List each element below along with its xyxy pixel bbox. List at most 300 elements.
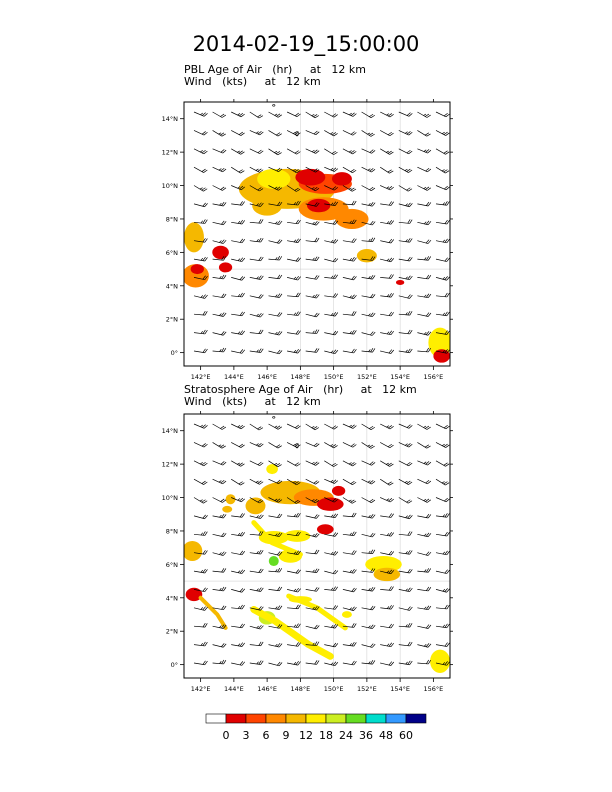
wind-barb	[287, 255, 301, 262]
wind-barb	[306, 585, 319, 591]
wind-barb	[194, 476, 207, 486]
wind-barb	[194, 512, 208, 519]
wind-barb	[343, 530, 356, 536]
y-tick-label: 14°N	[161, 427, 178, 436]
wind-barb	[213, 421, 226, 431]
x-tick-label: 156°E	[423, 685, 444, 693]
wind-barb	[417, 622, 431, 629]
wind-barb	[306, 109, 319, 119]
y-tick-label: 4°N	[165, 594, 178, 603]
wind-barb	[362, 549, 375, 554]
wind-barb	[362, 585, 375, 591]
wind-barb	[380, 292, 393, 298]
wind-barb	[380, 164, 393, 174]
wind-barb	[362, 512, 376, 519]
wind-barb	[324, 273, 337, 278]
plot-area	[182, 414, 450, 678]
age-of-air-patch	[182, 541, 202, 561]
age-of-air-patch	[307, 199, 330, 212]
wind-barb	[380, 530, 393, 536]
wind-barb	[436, 567, 450, 574]
wind-barb	[324, 512, 337, 518]
wind-barb	[287, 586, 301, 593]
wind-barb	[380, 549, 394, 556]
wind-barb	[380, 200, 393, 206]
wind-barb	[269, 604, 282, 610]
wind-barb	[362, 200, 376, 207]
y-tick-label: 2°N	[165, 315, 178, 324]
wind-barb	[287, 274, 301, 281]
wind-barb	[231, 347, 245, 354]
wind-barb	[436, 108, 449, 117]
wind-barb	[306, 255, 319, 261]
wind-barb	[269, 218, 283, 225]
wind-barb	[213, 457, 227, 466]
wind-barb	[436, 127, 449, 137]
wind-barb	[306, 457, 319, 466]
wind-barb	[194, 420, 208, 429]
wind-barb	[269, 329, 283, 336]
age-of-air-streak	[254, 610, 330, 657]
wind-barb	[399, 329, 412, 335]
wind-barb	[231, 622, 244, 628]
wind-barb	[213, 237, 227, 244]
wind-barb	[250, 255, 263, 261]
wind-barb	[417, 329, 431, 336]
wind-barb	[380, 108, 393, 117]
top-panel-title-line2: Wind (kts) at 12 km	[184, 75, 321, 88]
colorbar-box	[386, 714, 406, 723]
wind-barb	[436, 274, 450, 281]
age-of-air-patch	[335, 209, 368, 229]
wind-barb	[194, 292, 208, 299]
wind-barb	[250, 421, 263, 431]
y-tick-label: 0°	[170, 349, 178, 358]
wind-barb	[399, 237, 412, 243]
x-tick-label: 148°E	[290, 685, 311, 693]
wind-barb	[194, 255, 207, 261]
wind-barb	[343, 237, 356, 243]
wind-barb	[194, 567, 207, 573]
wind-barb	[213, 329, 227, 336]
wind-barb	[231, 641, 244, 647]
age-of-air-streak	[201, 598, 226, 628]
wind-barb	[343, 494, 356, 504]
y-tick-label: 0°	[170, 661, 178, 670]
age-of-air-patch	[212, 246, 229, 259]
wind-barb	[417, 182, 430, 191]
wind-barb	[306, 237, 319, 242]
wind-barb	[213, 182, 226, 191]
wind-barb	[287, 237, 300, 243]
wind-barbs	[194, 108, 450, 354]
wind-barb	[324, 457, 337, 467]
wind-barb	[213, 292, 226, 298]
wind-barb	[399, 567, 412, 573]
wind-barb	[231, 310, 244, 316]
age-of-air-patch	[219, 262, 232, 272]
wind-barb	[343, 512, 356, 517]
wind-barb	[417, 530, 431, 537]
wind-barb	[231, 476, 244, 486]
wind-barb	[250, 127, 264, 136]
wind-barb	[231, 164, 244, 174]
wind-barb	[324, 145, 337, 155]
y-tick-label: 14°N	[161, 115, 178, 124]
wind-barb	[231, 457, 244, 467]
colorbar-label: 48	[379, 729, 393, 742]
wind-barb	[417, 200, 431, 206]
wind-barb	[287, 604, 300, 609]
wind-barb	[436, 310, 449, 316]
wind-barb	[231, 274, 245, 281]
wind-barb	[343, 457, 356, 467]
wind-barb	[343, 549, 356, 555]
wind-barb	[362, 457, 376, 466]
wind-barb	[324, 476, 338, 485]
colorbar-label: 18	[319, 729, 333, 742]
wind-barb	[362, 273, 375, 279]
map-frame	[184, 414, 450, 678]
wind-barb	[436, 641, 449, 647]
wind-barb	[399, 549, 412, 555]
colorbar-box	[406, 714, 426, 723]
wind-barb	[380, 512, 393, 518]
wind-barb	[250, 549, 263, 555]
wind-barb	[417, 567, 430, 572]
wind-barb	[417, 494, 430, 503]
wind-barb	[213, 585, 226, 591]
wind-barb	[380, 585, 393, 590]
wind-barb	[380, 218, 393, 224]
wind-barb	[194, 439, 207, 448]
wind-barb	[231, 420, 244, 429]
wind-barb	[324, 127, 337, 137]
wind-barb	[306, 421, 319, 431]
wind-barb	[380, 273, 393, 278]
wind-barb	[417, 237, 431, 244]
wind-barb	[250, 164, 263, 174]
bottom-panel-title-line2: Wind (kts) at 12 km	[184, 395, 321, 408]
wind-barb	[287, 108, 300, 117]
age-of-air-patch	[226, 494, 236, 504]
wind-barb	[436, 512, 449, 518]
wind-barb	[436, 457, 449, 467]
wind-barb	[343, 292, 357, 299]
wind-barb	[417, 421, 430, 431]
wind-barb	[399, 512, 413, 519]
wind-barb	[399, 127, 412, 136]
wind-barb	[194, 530, 207, 535]
island-outline	[273, 105, 275, 107]
x-tick-label: 154°E	[390, 685, 411, 693]
wind-barb	[380, 476, 393, 486]
wind-barb	[436, 420, 449, 429]
wind-barb	[362, 494, 375, 504]
wind-barb	[343, 347, 356, 353]
wind-barb	[250, 457, 263, 466]
y-tick-label: 2°N	[165, 627, 178, 636]
age-of-air-patch	[396, 280, 404, 285]
wind-barb	[269, 237, 283, 244]
y-tick-label: 6°N	[165, 560, 178, 569]
y-tick-label: 4°N	[165, 282, 178, 291]
wind-barb	[306, 310, 320, 317]
wind-barb	[287, 329, 300, 335]
wind-barb	[231, 567, 245, 574]
wind-barb	[250, 145, 263, 154]
wind-barb	[250, 292, 264, 299]
wind-barb	[213, 273, 226, 279]
wind-barb	[417, 292, 430, 298]
wind-barb	[399, 494, 412, 504]
wind-barb	[399, 604, 413, 611]
wind-barb	[306, 622, 320, 629]
wind-barb	[269, 292, 282, 298]
wind-barb	[362, 659, 375, 664]
wind-barb	[213, 127, 226, 137]
wind-barb	[306, 145, 319, 154]
wind-barb	[306, 439, 320, 448]
wind-barb	[436, 200, 449, 206]
wind-barb	[250, 237, 263, 243]
wind-barb	[399, 530, 412, 535]
wind-barb	[324, 549, 338, 556]
age-of-air-patch	[184, 222, 204, 252]
wind-barb	[343, 164, 356, 174]
wind-barb	[269, 585, 282, 591]
wind-barb	[417, 109, 430, 119]
wind-barb	[362, 476, 375, 485]
wind-barb	[362, 127, 375, 137]
wind-barb	[436, 145, 449, 155]
wind-barb	[213, 145, 227, 154]
wind-barb	[380, 127, 393, 137]
wind-barb	[380, 457, 393, 467]
y-tick-label: 8°N	[165, 215, 178, 224]
wind-barb	[380, 439, 393, 449]
wind-barb	[343, 420, 357, 429]
wind-barb	[269, 659, 283, 666]
bottom-map-panel	[150, 410, 470, 702]
wind-barb	[194, 164, 207, 174]
wind-barb	[343, 274, 357, 281]
wind-barb	[250, 329, 263, 334]
wind-barb	[399, 273, 413, 280]
age-of-air-patch	[317, 498, 344, 511]
wind-barb	[250, 310, 264, 317]
wind-barb	[194, 347, 207, 353]
wind-barb	[399, 108, 413, 117]
wind-barb	[380, 329, 394, 335]
wind-barb	[213, 659, 226, 664]
y-tick-label: 10°N	[161, 182, 178, 191]
wind-barb	[417, 218, 431, 225]
wind-barb	[194, 310, 207, 315]
wind-barb	[213, 641, 227, 648]
wind-barb	[213, 109, 226, 119]
wind-barb	[287, 145, 300, 155]
wind-barb	[231, 108, 244, 117]
wind-barb	[343, 127, 356, 136]
wind-barb	[213, 200, 227, 206]
wind-barb	[417, 347, 430, 352]
wind-barb	[250, 585, 264, 591]
colorbar-box	[366, 714, 386, 723]
wind-barb	[269, 273, 282, 279]
wind-barb	[287, 310, 300, 316]
wind-barb	[194, 494, 207, 504]
wind-barb	[380, 622, 393, 628]
wind-barb	[231, 127, 244, 137]
wind-barb	[362, 182, 375, 192]
wind-barb	[362, 421, 375, 431]
wind-barb	[380, 420, 393, 429]
colorbar-label: 3	[242, 729, 250, 742]
wind-barb	[231, 512, 244, 518]
wind-barb	[250, 641, 263, 646]
age-of-air-patch	[342, 611, 352, 618]
wind-barb	[231, 255, 245, 262]
wind-barb	[399, 182, 412, 192]
age-of-air-patch	[295, 169, 325, 186]
wind-barb	[194, 622, 207, 627]
wind-barb	[399, 145, 412, 154]
wind-barb	[380, 145, 393, 155]
wind-barb	[231, 292, 244, 297]
wind-barb	[324, 292, 337, 298]
age-of-air-patch	[317, 524, 334, 534]
wind-barb	[324, 108, 337, 118]
wind-barb	[362, 604, 376, 610]
wind-barb	[417, 255, 430, 260]
wind-barb	[269, 127, 282, 137]
wind-barb	[399, 622, 412, 627]
wind-barb	[269, 512, 282, 518]
wind-barb	[287, 127, 300, 136]
wind-barb	[269, 145, 282, 155]
wind-barb	[343, 200, 356, 205]
age-of-air-patch	[332, 486, 345, 496]
wind-barb	[380, 237, 394, 244]
wind-barb	[362, 641, 376, 648]
x-tick-label: 146°E	[257, 373, 278, 381]
wind-barb	[269, 310, 283, 316]
wind-barb	[343, 641, 356, 647]
age-of-air-patch	[433, 349, 450, 362]
x-tick-label: 148°E	[290, 373, 311, 381]
wind-barb	[436, 622, 449, 628]
x-tick-label: 152°E	[356, 685, 377, 693]
y-tick-label: 6°N	[165, 248, 178, 257]
wind-barb	[417, 457, 431, 466]
wind-barb	[306, 549, 319, 554]
wind-barb	[194, 218, 207, 223]
colorbar-box	[226, 714, 246, 723]
wind-barb	[213, 476, 226, 485]
age-of-air-patch	[222, 506, 232, 513]
wind-barb	[343, 567, 357, 573]
wind-barb	[362, 329, 376, 336]
wind-barb	[324, 641, 338, 648]
wind-barb	[343, 439, 356, 448]
wind-barb	[362, 109, 375, 119]
wind-barb	[399, 659, 412, 665]
wind-barb	[399, 420, 413, 429]
wind-barb	[436, 494, 450, 503]
wind-barb	[343, 586, 357, 593]
colorbar-label: 6	[262, 729, 270, 742]
wind-barb	[362, 145, 376, 154]
wind-barb	[324, 567, 338, 574]
wind-barb	[250, 567, 263, 573]
wind-barb	[250, 659, 263, 665]
wind-barb	[269, 347, 283, 354]
colorbar	[196, 712, 446, 746]
wind-barb	[417, 273, 430, 279]
wind-barb	[417, 439, 430, 449]
wind-barb	[231, 237, 245, 243]
wind-barb	[399, 476, 412, 486]
wind-barb	[250, 347, 263, 353]
wind-barb	[231, 218, 244, 224]
map-frame	[184, 102, 450, 366]
wind-barb	[436, 237, 450, 243]
wind-barb	[213, 218, 227, 225]
wind-barb	[324, 310, 337, 316]
wind-barb	[269, 421, 282, 431]
wind-barb	[287, 292, 300, 297]
wind-barb	[213, 530, 227, 537]
wind-barb	[399, 347, 412, 353]
wind-barb	[324, 347, 338, 354]
wind-barb	[287, 512, 300, 517]
wind-barb	[343, 329, 356, 335]
wind-barb	[343, 145, 356, 155]
wind-barb	[287, 659, 301, 665]
wind-barb	[306, 659, 319, 665]
wind-barb	[287, 347, 301, 353]
wind-barb	[399, 200, 413, 207]
wind-barb	[287, 218, 300, 224]
wind-barb	[380, 255, 394, 262]
wind-barb	[324, 659, 338, 666]
wind-barb	[417, 127, 430, 137]
wind-barb	[194, 641, 207, 647]
colorbar-label: 0	[222, 729, 230, 742]
colorbar-box	[246, 714, 266, 723]
wind-barb	[399, 457, 412, 466]
wind-barb	[269, 641, 283, 648]
wind-barb	[269, 549, 283, 556]
wind-barb	[399, 641, 412, 647]
wind-barb	[343, 108, 357, 117]
wind-barb	[213, 567, 226, 572]
wind-barb	[436, 530, 449, 536]
colorbar-box	[266, 714, 286, 723]
x-tick-label: 152°E	[356, 373, 377, 381]
wind-barb	[343, 604, 357, 611]
figure-title: 2014-02-19_15:00:00	[192, 32, 420, 56]
wind-barb	[324, 439, 337, 449]
wind-barb	[194, 457, 207, 466]
wind-barb	[269, 255, 282, 260]
age-of-air-patch	[191, 264, 204, 274]
wind-barb	[250, 439, 264, 448]
wind-barb	[194, 329, 207, 335]
wind-barb	[213, 439, 226, 449]
wind-barb	[399, 255, 412, 261]
